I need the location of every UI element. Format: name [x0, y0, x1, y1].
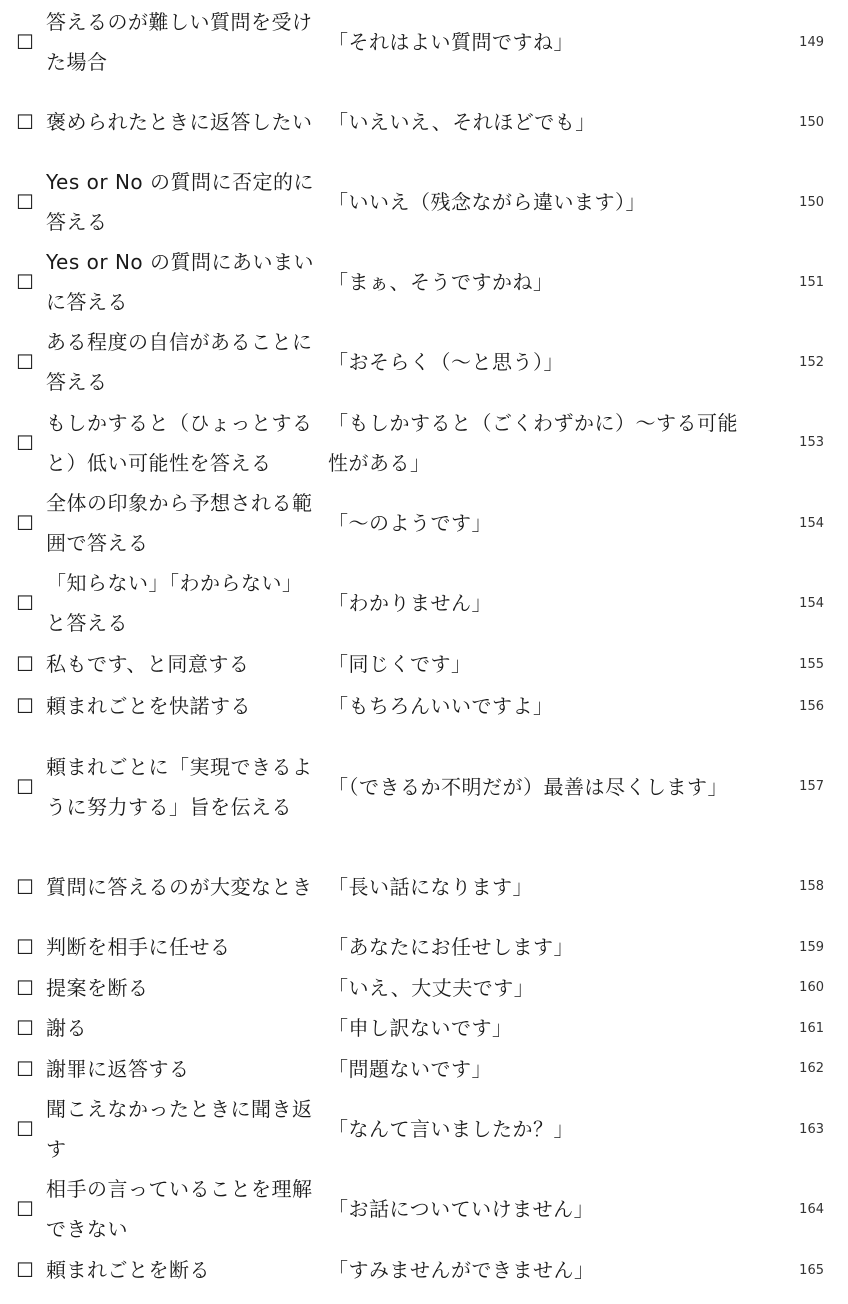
toc-entry[interactable] — [0, 1089, 848, 1169]
toc-entry[interactable] — [0, 322, 848, 402]
situation-text: 頼まれごとを快諾する — [46, 694, 251, 718]
page-number: 154 — [799, 515, 824, 531]
checkbox-icon[interactable]: ☐ — [16, 350, 34, 374]
page-number: 155 — [799, 656, 824, 672]
checkbox-icon[interactable]: ☐ — [16, 774, 34, 799]
phrase-text: 「〜のようです」 — [328, 511, 492, 535]
phrase-text: 「もちろんいいですよ」 — [328, 694, 554, 718]
phrase-text: 「まぁ、そうですかね」 — [328, 270, 554, 294]
situation-text: ある程度の自信があることに答える — [46, 330, 313, 394]
page-number: 153 — [799, 435, 824, 450]
toc-entry[interactable] — [0, 1008, 848, 1048]
phrase-text: 「おそらく（〜と思う）」 — [328, 350, 564, 374]
situation-text: 「知らない」「わからない」と答える — [46, 571, 303, 635]
situation-text: 答えるのが難しい質問を受けた場合 — [46, 10, 313, 74]
checkbox-icon[interactable]: ☐ — [16, 591, 34, 615]
phrase-text: 「いえいえ、それほどでも」 — [328, 110, 596, 134]
situation-text: 褒められたときに返答したい — [46, 110, 313, 134]
phrase-text: 「わかりません」 — [328, 591, 492, 615]
checkbox-icon[interactable]: ☐ — [16, 1056, 34, 1081]
toc-entry[interactable] — [0, 483, 848, 563]
page-number: 162 — [799, 1061, 824, 1076]
checkbox-icon[interactable]: ☐ — [16, 1197, 34, 1221]
checkbox-icon[interactable]: ☐ — [16, 975, 34, 1000]
toc-entry[interactable] — [0, 563, 848, 643]
situation-text: Yes or No の質問に否定的に答える — [46, 170, 315, 234]
toc-entry[interactable] — [0, 727, 848, 846]
page-number: 159 — [799, 939, 824, 955]
checkbox-icon[interactable]: ☐ — [16, 1016, 34, 1040]
checkbox-icon[interactable]: ☐ — [16, 935, 34, 959]
toc-entry[interactable] — [0, 402, 848, 483]
checkbox-icon[interactable]: ☐ — [16, 1258, 34, 1282]
toc-entry[interactable] — [0, 2, 848, 82]
situation-text: 頼まれごとを断る — [46, 1258, 210, 1282]
toc-entry[interactable] — [0, 242, 848, 322]
toc-entry[interactable] — [0, 1249, 848, 1291]
page-number: 161 — [799, 1020, 824, 1036]
page-number: 163 — [799, 1121, 824, 1137]
toc-entry[interactable] — [0, 82, 848, 162]
situation-text: 謝る — [46, 1016, 87, 1040]
toc-entry[interactable] — [0, 1048, 848, 1089]
page-number: 158 — [799, 879, 824, 894]
situation-text: 聞こえなかったときに聞き返す — [46, 1097, 313, 1161]
situation-text: 判断を相手に任せる — [46, 935, 231, 959]
page-number: 150 — [799, 114, 824, 130]
page-number: 157 — [799, 779, 824, 794]
page-number: 154 — [799, 595, 824, 611]
situation-text: 頼まれごとに「実現できるように努力する」旨を伝える — [46, 754, 313, 819]
checkbox-icon[interactable]: ☐ — [16, 1117, 34, 1141]
page-number: 156 — [799, 698, 824, 714]
toc-entry[interactable] — [0, 685, 848, 727]
phrase-text: 「申し訳ないです」 — [328, 1016, 513, 1040]
page-number: 149 — [799, 34, 824, 50]
phrase-text: 「それはよい質問ですね」 — [328, 30, 574, 54]
phrase-text: 「いいえ（残念ながら違います）」 — [328, 190, 646, 214]
toc-entry[interactable] — [0, 927, 848, 967]
checkbox-icon[interactable]: ☐ — [16, 430, 34, 455]
page-number: 151 — [799, 274, 824, 290]
situation-text: 謝罪に返答する — [46, 1056, 190, 1081]
situation-text: 全体の印象から予想される範囲で答える — [46, 491, 313, 555]
phrase-text: 「あなたにお任せします」 — [328, 935, 574, 959]
situation-text: 質問に答えるのが大変なとき — [46, 874, 313, 899]
page-number: 165 — [799, 1262, 824, 1278]
page-number: 150 — [799, 194, 824, 210]
situation-text: 提案を断る — [46, 975, 149, 1000]
phrase-text: 「同じくです」 — [328, 652, 472, 676]
phrase-text: 「問題ないです」 — [328, 1056, 492, 1081]
situation-text: Yes or No の質問にあいまいに答える — [46, 250, 315, 314]
situation-text: もしかすると（ひょっとすると）低い可能性を答える — [46, 410, 313, 475]
phrase-text: 「（できるか不明だが）最善は尽くします」 — [328, 774, 728, 799]
toc-entry[interactable] — [0, 162, 848, 242]
checkbox-icon[interactable]: ☐ — [16, 30, 34, 54]
phrase-text: 「なんて言いましたか？」 — [328, 1117, 574, 1141]
phrase-text: 「お話についていけません」 — [328, 1197, 595, 1221]
checkbox-icon[interactable]: ☐ — [16, 511, 34, 535]
phrase-text: 「もしかすると（ごくわずかに）〜する可能性がある」 — [328, 410, 738, 475]
page-number: 164 — [799, 1201, 824, 1217]
page-number: 152 — [799, 354, 824, 370]
checkbox-icon[interactable]: ☐ — [16, 652, 34, 676]
checkbox-icon[interactable]: ☐ — [16, 694, 34, 718]
page-number: 160 — [799, 980, 824, 995]
checkbox-icon[interactable]: ☐ — [16, 110, 34, 134]
toc-entry[interactable] — [0, 643, 848, 685]
phrase-text: 「すみませんができません」 — [328, 1258, 595, 1282]
toc-entry[interactable] — [0, 846, 848, 927]
phrase-text: 「長い話になります」 — [328, 874, 533, 899]
toc-entry[interactable] — [0, 1169, 848, 1249]
situation-text: 私もです、と同意する — [46, 652, 250, 676]
checkbox-icon[interactable]: ☐ — [16, 190, 34, 214]
checkbox-icon[interactable]: ☐ — [16, 874, 34, 899]
checkbox-icon[interactable]: ☐ — [16, 270, 34, 294]
situation-text: 相手の言っていることを理解できない — [46, 1177, 313, 1241]
toc-entry[interactable] — [0, 967, 848, 1008]
phrase-text: 「いえ、大丈夫です」 — [328, 975, 535, 1000]
